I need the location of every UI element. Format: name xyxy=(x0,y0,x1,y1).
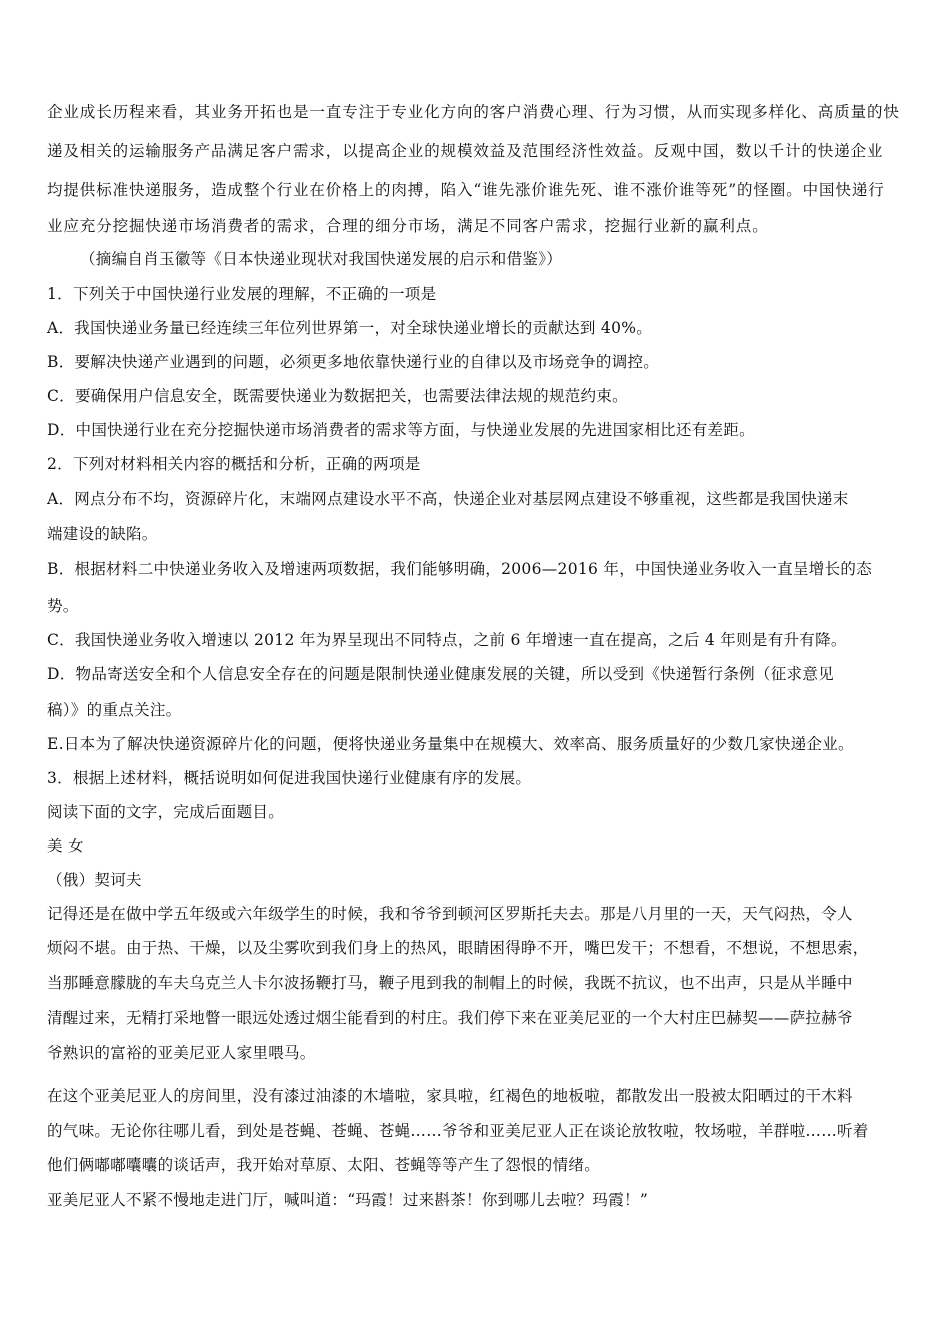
question-2-option-e: E.日本为了解决快递资源碎片化的问题，便将快递业务量集中在规模大、效率高、服务质量好的少数几家快递企业。 xyxy=(47,735,854,753)
question-2-stem: 2．下列对材料相关内容的概括和分析，正确的两项是 xyxy=(47,455,421,473)
story-para-2-line: 在这个亚美尼亚人的房间里，没有漆过油漆的木墙啦，家具啦，红褐色的地板啦，都散发出一股被太阳晒过的干木料 xyxy=(47,1087,853,1105)
story-para-1-line: 爷熟识的富裕的亚美尼亚人家里喂马。 xyxy=(47,1044,316,1062)
question-1-option-c: C．要确保用户信息安全，既需要快递业为数据把关，也需要法律法规的规范约束。 xyxy=(47,387,628,405)
source-citation: （摘编自肖玉徽等《日本快递业现状对我国快递发展的启示和借鉴》） xyxy=(80,250,563,268)
question-1-option-d: D．中国快递行业在充分挖掘快递市场消费者的需求等方面，与快递业发展的先进国家相比还有差距。 xyxy=(47,421,755,439)
reading-instruction: 阅读下面的文字，完成后面题目。 xyxy=(47,803,285,821)
question-2-option-d: D．物品寄送安全和个人信息安全存在的问题是限制快递业健康发展的关键，所以受到《快递暂行条例（征求意见 xyxy=(47,665,834,683)
question-2-option-b: B．根据材料二中快递业务收入及增速两项数据，我们能够明确，2006—2016 年，中国快递业务收入一直呈增长的态 xyxy=(47,560,873,578)
intro-line: 企业成长历程来看，其业务开拓也是一直专注于专业化方向的客户消费心理、行为习惯，从而实现多样化、高质量的快 xyxy=(47,103,900,121)
story-para-2-line: 他们俩嘟嘟囔囔的谈话声，我开始对草原、太阳、苍蝇等等产生了怨恨的情绪。 xyxy=(47,1156,601,1174)
story-title: 美 女 xyxy=(47,837,84,855)
question-1-option-b: B．要解决快递产业遇到的问题，必须更多地依靠快递行业的自律以及市场竞争的调控。 xyxy=(47,353,660,371)
story-para-1-line: 记得还是在做中学五年级或六年级学生的时候，我和爷爷到顿河区罗斯托夫去。那是八月里的一天，天气闷热，令人 xyxy=(47,905,853,923)
question-1-stem: 1．下列关于中国快递行业发展的理解，不正确的一项是 xyxy=(47,285,437,303)
question-2-option-a: A．网点分布不均，资源碎片化，末端网点建设水平不高，快递企业对基层网点建设不够重视，这些都是我国快递末 xyxy=(47,490,849,508)
question-1-option-a: A．我国快递业务量已经连续三年位列世界第一，对全球快递业增长的贡献达到 40%。 xyxy=(47,319,653,337)
intro-line: 递及相关的运输服务产品满足客户需求，以提高企业的规模效益及范围经济性效益。反观中国，数以千计的快递企业 xyxy=(47,142,884,160)
question-2-option-c: C．我国快递业务收入增速以 2012 年为界呈现出不同特点，之前 6 年增速一直在提高，之后 4 年则是有升有降。 xyxy=(47,631,847,649)
question-3-stem: 3．根据上述材料，概括说明如何促进我国快递行业健康有序的发展。 xyxy=(47,769,532,787)
intro-line: 业应充分挖掘快递市场消费者的需求，合理的细分市场，满足不同客户需求，挖掘行业新的赢利点。 xyxy=(47,217,769,235)
story-para-1-line: 当那睡意朦胧的车夫乌克兰人卡尔波扬鞭打马，鞭子甩到我的制帽上的时候，我既不抗议，也不出声，只是从半睡中 xyxy=(47,974,853,992)
intro-line: 均提供标准快递服务，造成整个行业在价格上的肉搏，陷入“谁先涨价谁先死、谁不涨价谁等死”的怪圈。中国快递行 xyxy=(47,181,885,199)
story-para-1-line: 清醒过来，无精打采地瞥一眼远处透过烟尘能看到的村庄。我们停下来在亚美尼亚的一个大村庄巴赫契——萨拉赫爷 xyxy=(47,1009,853,1027)
question-2-option-d-cont: 稿）》的重点关注。 xyxy=(47,701,182,719)
story-para-3: 亚美尼亚人不紧不慢地走进门厅，喊叫道：“玛霞！过来斟茶！你到哪儿去啦？玛霞！” xyxy=(47,1191,649,1209)
story-para-2-line: 的气味。无论你往哪儿看，到处是苍蝇、苍蝇、苍蝇……爷爷和亚美尼亚人正在谈论放牧啦，牧场啦，羊群啦……听着 xyxy=(47,1122,869,1140)
question-2-option-a-cont: 端建设的缺陷。 xyxy=(47,525,158,543)
question-2-option-b-cont: 势。 xyxy=(47,597,79,615)
story-author: （俄）契诃夫 xyxy=(47,871,142,889)
story-para-1-line: 烦闷不堪。由于热、干燥，以及尘雾吹到我们身上的热风，眼睛困得睁不开，嘴巴发干；不想看，不想说，不想思索， xyxy=(47,939,869,957)
